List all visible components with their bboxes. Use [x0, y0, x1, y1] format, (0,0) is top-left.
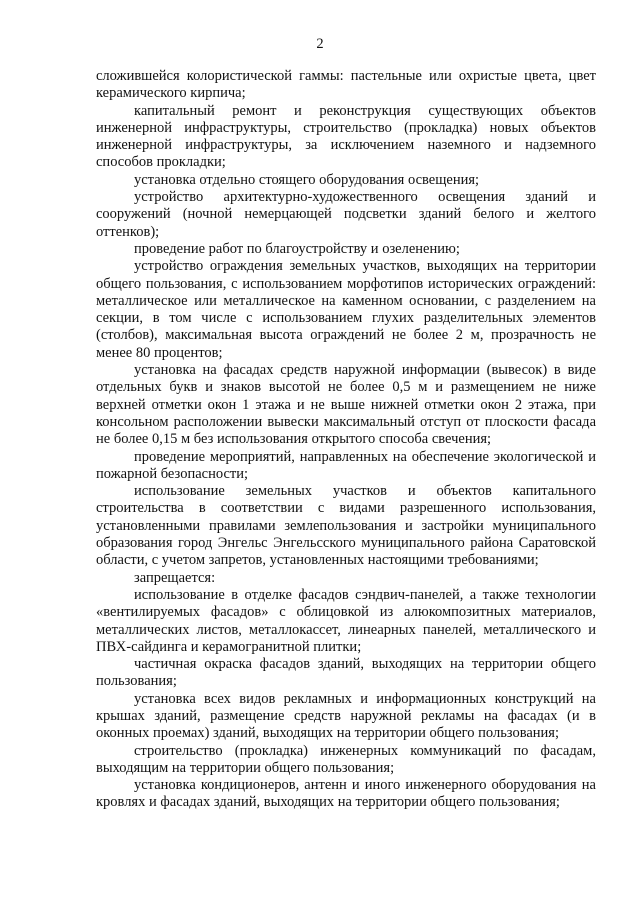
paragraph-advertising: установка всех видов рекламных и информационных конструкций на крышах зданий, размещение средств наружной рекламы на фасадах (и в оконных проемах) зданий, выходящих на территории общего пользования;	[96, 690, 596, 742]
paragraph-lighting-equipment: установка отдельно стоящего оборудования освещения;	[134, 171, 480, 188]
paragraph-safety: проведение мероприятий, направленных на обеспечение экологической и пожарной безопасности;	[96, 448, 596, 482]
paragraph-landscaping: проведение работ по благоустройству и озеленению;	[134, 240, 460, 257]
paragraph-air-conditioners: установка кондиционеров, антенн и иного инженерного оборудования на кровлях и фасадах зданий, выходящих на территории общего пользования;	[96, 777, 596, 811]
paragraph-engineering-repair: капитальный ремонт и реконструкция существующих объектов инженерной инфраструктуры, строительство (прокладка) новых объектов инженерной инфраструктуры, за исключением наземного и надземного способов прокладки;	[96, 102, 596, 171]
paragraph-architectural-lighting: устройство архитектурно-художественного освещения зданий и сооружений (ночной немерцающей подсветки зданий белого и желтого оттенков);	[96, 189, 596, 240]
paragraph-color-scheme: сложившейся колористической гаммы: пастельные или охристые цвета, цвет керамического кирпича;	[96, 68, 596, 102]
paragraph-land-use: использование земельных участков и объектов капитального строительства в соответствии с видами разрешенного использования, установленными правилами землепользования и застройки муниципального образования город Энгельс Энгельсского муниципального района Саратовской области, с учетом запретов, установленных настоящими требованиями;	[96, 483, 596, 569]
paragraph-signage: установка на фасадах средств наружной информации (вывесок) в виде отдельных букв и знаков высотой не более 0,5 м и размещением не ниже верхней отметки окон 1 этажа и не выше нижней отметки окон 2 этажа, при консольном расположении вывески максимальный отступ от плоскости фасада не более 0,15 м без использования открытого способа свечения;	[96, 362, 596, 448]
paragraph-prohibited-heading: запрещается:	[134, 569, 216, 586]
paragraph-facade-materials: использование в отделке фасадов сэндвич-панелей, а также технологии «вентилируемых фасадов» с облицовкой из алюкомпозитных материалов, металлических листов, металлокассет, линеарных панелей, металлического и ПВХ-сайдинга и керамогранитной плитки;	[96, 586, 596, 655]
page-number: 2	[316, 36, 324, 52]
document-body	[96, 68, 596, 812]
paragraph-utilities-on-facades: строительство (прокладка) инженерных коммуникаций по фасадам, выходящим на территории общего пользования;	[96, 742, 596, 776]
paragraph-fencing: устройство ограждения земельных участков, выходящих на территории общего пользования, с использованием морфотипов исторических ограждений: металлическое или металлическое на каменном основании, с разделением на секции, в том числе с использованием глухих разделительных элементов (столбов), максимальная высота ограждений не более 2 м, прозрачность не менее 80 процентов;	[96, 258, 596, 361]
paragraph-partial-painting: частичная окраска фасадов зданий, выходящих на территории общего пользования;	[96, 656, 596, 690]
